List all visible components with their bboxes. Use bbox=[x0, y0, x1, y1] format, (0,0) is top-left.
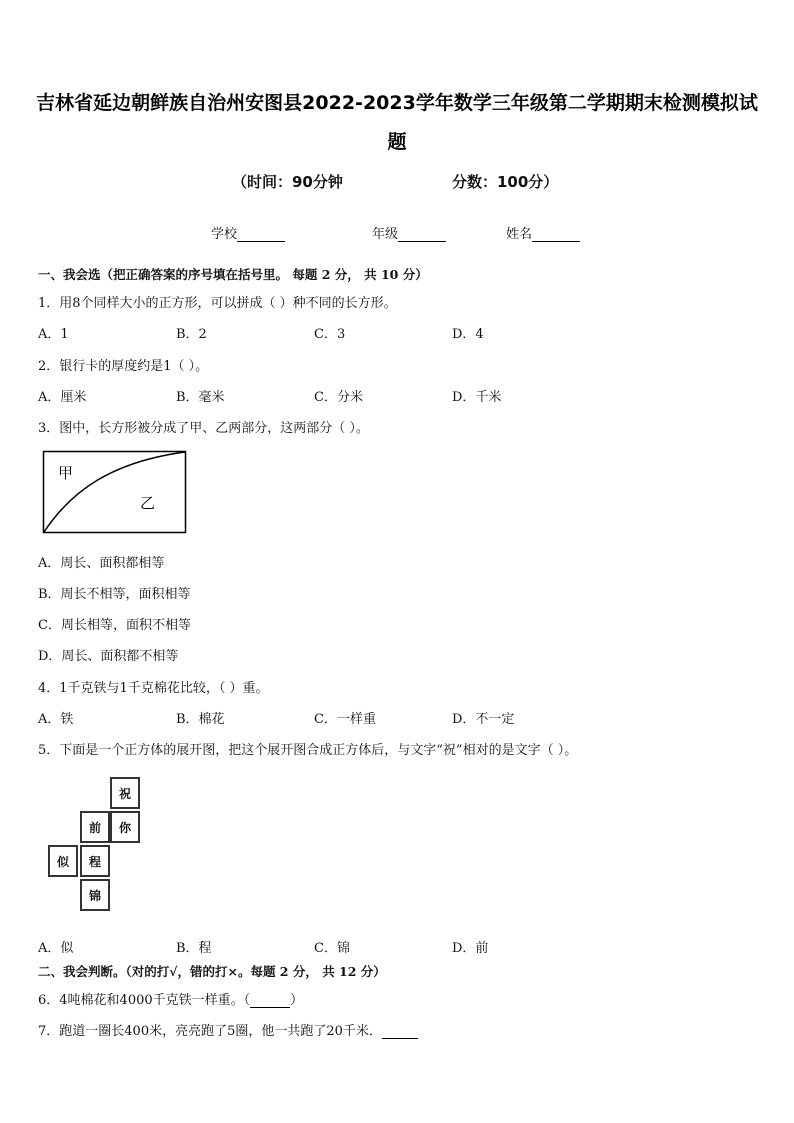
q5-option-c[interactable]: C．锦 bbox=[314, 941, 350, 956]
question-7-text: 7．跑道一圈长400米，亮亮跑了5圈，他一共跑了20千米． bbox=[38, 1024, 382, 1039]
question-7 bbox=[38, 1020, 418, 1039]
total-score: 分数：100分） bbox=[452, 173, 559, 191]
name-field[interactable] bbox=[506, 223, 580, 242]
school-blank[interactable] bbox=[237, 227, 285, 242]
q1-option-d[interactable]: D．4 bbox=[452, 327, 484, 342]
q3-option-a[interactable]: A．周长、面积都相等 bbox=[38, 556, 165, 571]
q5-option-d[interactable]: D．前 bbox=[452, 941, 489, 956]
q2-option-a[interactable]: A．厘米 bbox=[38, 390, 87, 405]
q1-option-a[interactable]: A．1 bbox=[38, 327, 69, 342]
region-yi-label: 乙 bbox=[140, 494, 156, 512]
section1-heading: 一、我会选（把正确答案的序号填在括号里。 每题 2 分， 共 10 分） bbox=[38, 267, 428, 282]
question-2: 2．银行卡的厚度约是1（ ）。 bbox=[38, 359, 209, 374]
school-field[interactable] bbox=[211, 223, 285, 242]
net-cell-qian: 前 bbox=[80, 811, 110, 843]
net-cell-si: 似 bbox=[48, 845, 78, 877]
region-jia-label: 甲 bbox=[58, 464, 74, 482]
q3-option-d[interactable]: D．周长、面积都不相等 bbox=[38, 649, 179, 664]
q5-option-a[interactable]: A．似 bbox=[38, 941, 74, 956]
question-1: 1．用8个同样大小的正方形，可以拼成（ ）种不同的长方形。 bbox=[38, 296, 397, 311]
q2-option-b[interactable]: B．毫米 bbox=[176, 390, 225, 405]
name-blank[interactable] bbox=[532, 227, 580, 242]
question-3: 3．图中，长方形被分成了甲、乙两部分，这两部分（ ）。 bbox=[38, 421, 369, 436]
net-cell-ni: 你 bbox=[110, 811, 140, 843]
q3-option-c[interactable]: C．周长相等，面积不相等 bbox=[38, 618, 191, 633]
time-limit: （时间：90分钟 bbox=[232, 173, 343, 191]
grade-label: 年级 bbox=[372, 227, 399, 242]
q5-option-b[interactable]: B．程 bbox=[176, 941, 212, 956]
rectangle-diagram bbox=[42, 450, 188, 536]
q2-option-c[interactable]: C．分米 bbox=[314, 390, 363, 405]
q4-option-c[interactable]: C．一样重 bbox=[314, 712, 376, 727]
school-label: 学校 bbox=[211, 227, 238, 242]
question-6 bbox=[38, 989, 303, 1008]
net-cell-zhu: 祝 bbox=[110, 777, 140, 809]
q4-option-d[interactable]: D．不一定 bbox=[452, 712, 515, 727]
q4-option-a[interactable]: A．铁 bbox=[38, 712, 74, 727]
cube-net-figure bbox=[46, 777, 146, 917]
net-cell-jin: 锦 bbox=[80, 879, 110, 911]
net-cell-cheng: 程 bbox=[80, 845, 110, 877]
q4-option-b[interactable]: B．棉花 bbox=[176, 712, 225, 727]
q6-answer-blank[interactable] bbox=[250, 993, 290, 1008]
grade-field[interactable] bbox=[372, 223, 446, 242]
section2-heading: 二、我会判断。（对的打√，错的打×。每题 2 分， 共 12 分） bbox=[38, 964, 386, 979]
name-label: 姓名 bbox=[506, 227, 533, 242]
q1-option-c[interactable]: C．3 bbox=[314, 327, 346, 342]
question-5: 5．下面是一个正方体的展开图，把这个展开图合成正方体后，与文字“祝”相对的是文字（ ）。 bbox=[38, 743, 578, 758]
document-title: 吉林省延边朝鲜族自治州安图县2022-2023学年数学三年级第二学期期末检测模拟试 bbox=[36, 92, 758, 114]
question-4: 4．1千克铁与1千克棉花比较，（ ）重。 bbox=[38, 681, 269, 696]
question-6-text: 6．4吨棉花和4000千克铁一样重。（ bbox=[38, 993, 251, 1008]
question-6-tail: ） bbox=[290, 993, 304, 1008]
document-title-continued: 题 bbox=[387, 131, 407, 153]
q7-answer-blank[interactable] bbox=[382, 1024, 418, 1039]
q2-option-d[interactable]: D．千米 bbox=[452, 390, 502, 405]
q3-option-b[interactable]: B．周长不相等，面积相等 bbox=[38, 587, 191, 602]
q1-option-b[interactable]: B．2 bbox=[176, 327, 207, 342]
grade-blank[interactable] bbox=[398, 227, 446, 242]
rectangle-figure bbox=[42, 450, 188, 540]
